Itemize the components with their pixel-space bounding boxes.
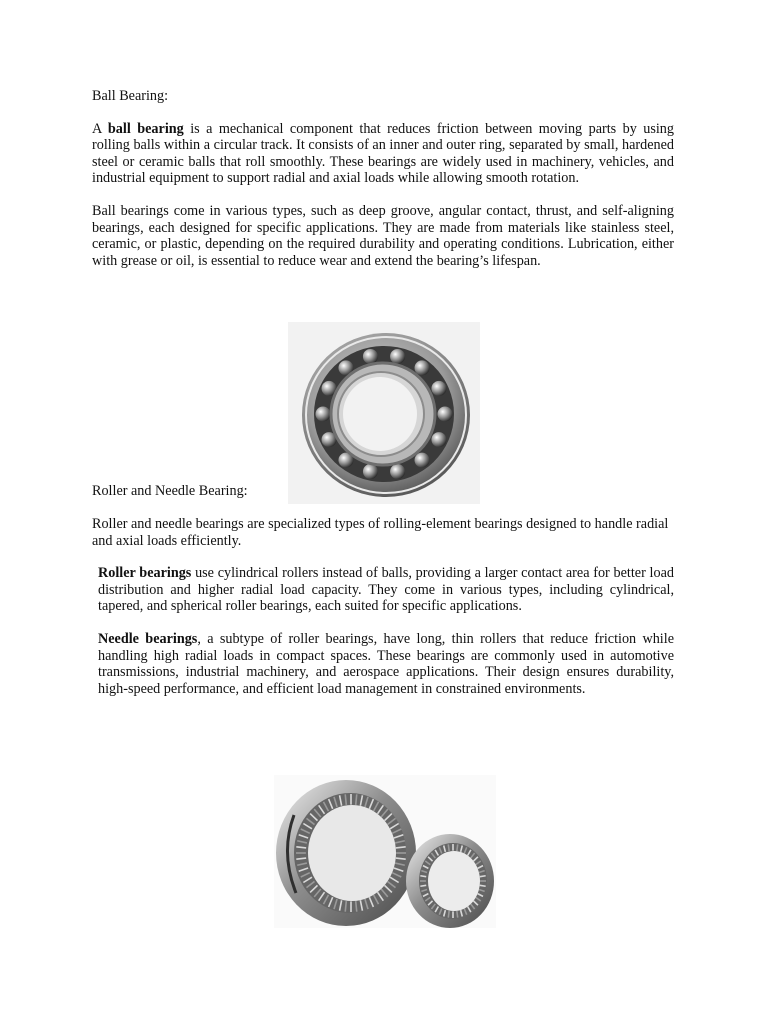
- needle-bearings-term: Needle bearings: [98, 630, 198, 647]
- ball-bearing-paragraph-1: A ball bearing is a mechanical component that reduces friction between moving parts by using rolling balls within a circular track. It consists of an inner and outer ring, separated by small, hardened steel or ceramic balls that roll smoothly. These bearings are widely used in machinery, vehicles, and industrial equipment to support radial and axial loads while allowing smooth rotation.: [92, 120, 674, 187]
- needle-bearings-paragraph: Needle bearings, a subtype of roller bearings, have long, thin rollers that reduce friction while handling high radial loads in compact spaces. These bearings are commonly used in automotive transmissions, industrial machinery, and aerospace applications. Their design ensures durability, high-speed performance, and efficient load management in constrained environments.: [98, 630, 674, 697]
- ball-bearing-paragraph-2: Ball bearings come in various types, such as deep groove, angular contact, thrust, and self-aligning bearings, each designed for specific applications. They are made from materials like stainless steel, ceramic, or plastic, depending on the required durability and operating conditions. Lubrication, either with grease or oil, is essential to reduce wear and extend the bearing’s lifespan.: [92, 202, 674, 269]
- roller-bearings-paragraph: Roller bearings use cylindrical rollers instead of balls, providing a larger contact area for better load distribution and higher radial load capacity. They come in various types, including cylindrical, tapered, and spherical roller bearings, each suited for specific applications.: [98, 565, 674, 615]
- needle-bearing-image: [274, 775, 496, 928]
- roller-needle-paragraph-1: Roller and needle bearings are specialized types of rolling-element bearings designed to handle radial and axial loads efficiently.: [92, 515, 669, 549]
- ball-bearing-image: [288, 322, 480, 504]
- ball-bearing-term: ball bearing: [107, 120, 184, 137]
- ball-bearing-heading: Ball Bearing:: [92, 88, 169, 104]
- roller-bearings-term: Roller bearings: [98, 565, 192, 582]
- roller-needle-heading: Roller and Needle Bearing:: [92, 483, 248, 500]
